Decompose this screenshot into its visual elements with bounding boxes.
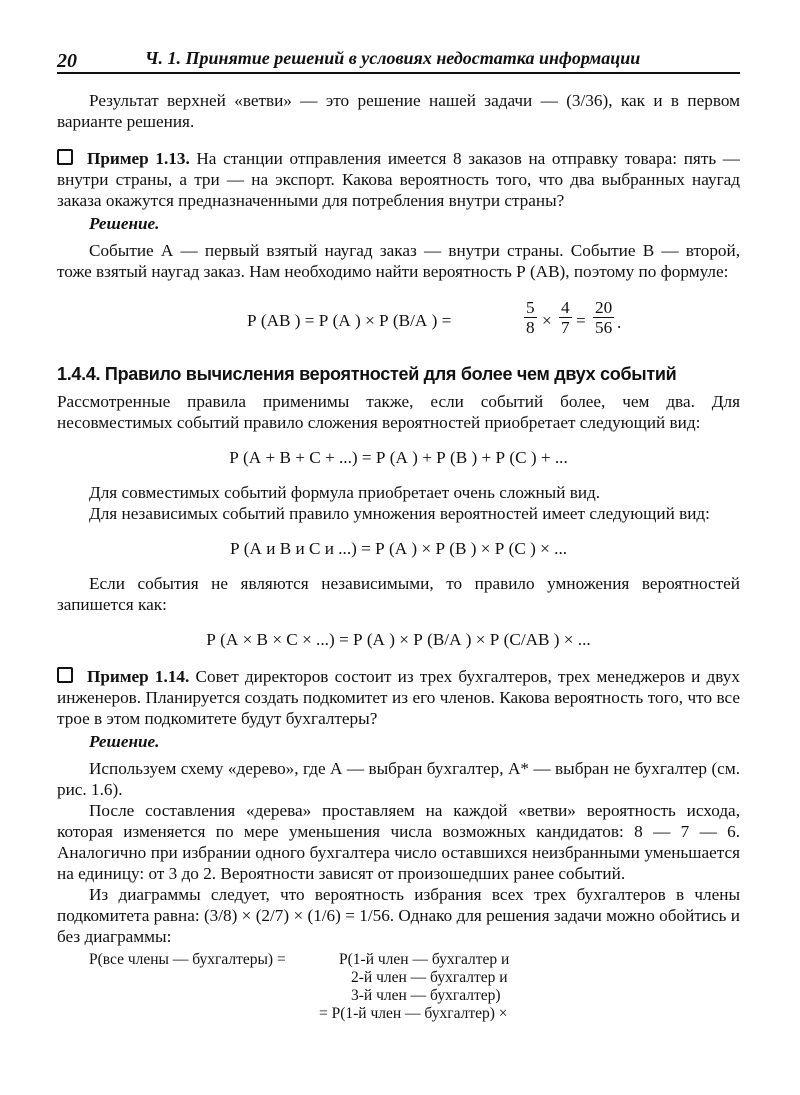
times-sign: × xyxy=(542,311,552,330)
page-number: 20 xyxy=(57,50,77,72)
calc-line-4: = Р(1-й член — бухгалтер) × xyxy=(319,1005,508,1022)
fraction-5-8 xyxy=(524,298,537,337)
formula-period: . xyxy=(617,313,622,332)
formula-pab xyxy=(117,298,740,342)
running-title: Ч. 1. Принятие решений в условиях недостатка информации xyxy=(145,48,641,68)
probability-calculation xyxy=(57,951,740,1039)
calc-lhs: Р(все члены — бухгалтеры) = xyxy=(89,951,286,968)
fraction-20-56 xyxy=(593,298,614,337)
equals-sign: = xyxy=(576,311,586,330)
fraction-4-7 xyxy=(559,298,572,337)
solution-para-2: После составления «дерева» проставляем на каждой «ветви» вероятность исхода, которая изменяется по мере уменьшения числа возможных кандидатов: 8 — 7 — 6. Аналогично при избрании одного бухгалтера число оставшихся неизбранными уменьшается на единицу: от 3 до 2. Вероятности зависят от произошедших ранее событий. xyxy=(57,801,740,883)
page-body xyxy=(57,80,740,1039)
example-text: На станции отправления имеется 8 заказов на отправку товара: пять — внутри страны, а три — на экспорт. Какова вероятность того, что два выбранных наугад заказа окажутся предназначенными для потребления внутри страны? xyxy=(57,149,740,210)
formula-dependent: Р (А × В × С × ...) = Р (А ) × Р (В/А ) × Р (С/АВ ) × ... xyxy=(206,630,591,649)
formula-addition: Р (А + В + С + ...) = Р (А ) + Р (В ) + Р (С ) + ... xyxy=(229,448,568,467)
section-text-4: Если события не являются независимыми, то правило умножения вероятностей запишется как: xyxy=(57,574,740,614)
example-label: Пример 1.13. xyxy=(87,149,190,168)
example-1-13 xyxy=(57,148,740,342)
calc-line-2: 2-й член — бухгалтер и xyxy=(351,969,508,986)
solution-para-1: Используем схему «дерево», где А — выбран бухгалтер, А* — выбран не бухгалтер (см. рис. 1.6). xyxy=(57,759,740,799)
frac-numerator: 20 xyxy=(595,298,613,317)
frac-numerator: 4 xyxy=(561,298,570,317)
frac-denominator: 56 xyxy=(595,318,613,337)
page-header xyxy=(57,44,740,74)
solution-label: Решение. xyxy=(89,214,160,233)
section-text-1: Рассмотренные правила применимы также, если событий более, чем два. Для несовместимых событий правило сложения вероятностей приобретает следующий вид: xyxy=(57,392,740,432)
calc-line-1: Р(1-й член — бухгалтер и xyxy=(339,951,510,968)
solution-label: Решение. xyxy=(89,732,160,751)
frac-denominator: 8 xyxy=(526,318,535,337)
paragraph-result: Результат верхней «ветви» — это решение нашей задачи — (3/36), как и в первом варианте решения. xyxy=(57,91,740,131)
formula-pab-lhs: Р (АВ ) = Р (А ) × Р (В/А ) = xyxy=(247,311,452,330)
section-heading: 1.4.4. Правило вычисления вероятностей для более чем двух событий xyxy=(57,364,677,384)
solution-para-3: Из диаграммы следует, что вероятность избрания всех трех бухгалтеров в члены подкомитета равна: (3/8) × (2/7) × (1/6) = 1/56. Однако для решения задачи можно обойтись и без диаграммы: xyxy=(57,885,740,946)
example-box-icon xyxy=(57,667,73,683)
formula-independent: Р (А и В и С и ...) = Р (А ) × Р (В ) × Р (С ) × ... xyxy=(229,539,568,558)
frac-denominator: 7 xyxy=(561,318,570,337)
example-label: Пример 1.14. xyxy=(87,667,190,686)
example-box-icon xyxy=(57,149,73,165)
solution-text: Событие А — первый взятый наугад заказ — внутри страны. Событие В — второй, тоже взятый наугад заказ. Нам необходимо найти вероятность Р (АВ), поэтому по формуле: xyxy=(57,241,740,281)
frac-numerator: 5 xyxy=(526,298,535,317)
calc-line-3: 3-й член — бухгалтер) xyxy=(351,987,501,1004)
header-rule xyxy=(57,72,740,74)
example-text: Совет директоров состоит из трех бухгалтеров, трех менеджеров и двух инженеров. Планируется создать подкомитет из его членов. Какова вероятность того, что все трое в этом подкомитете будут бухгалтеры? xyxy=(57,667,740,728)
section-text-3: Для независимых событий правило умножения вероятностей имеет следующий вид: xyxy=(89,504,710,523)
example-1-14 xyxy=(57,666,740,1039)
section-text-2: Для совместимых событий формула приобретает очень сложный вид. xyxy=(89,483,601,502)
